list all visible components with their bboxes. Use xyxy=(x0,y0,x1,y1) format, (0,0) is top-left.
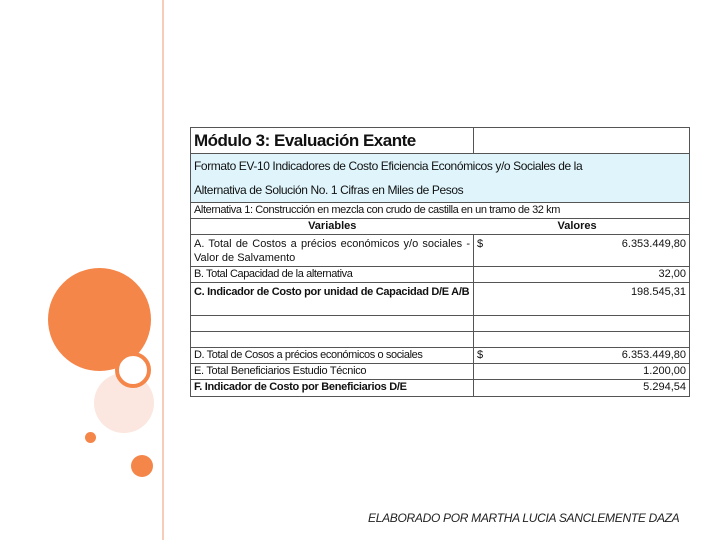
row-e-label: E. Total Beneficiarios Estudio Técnico xyxy=(191,364,474,380)
author-footer: ELABORADO POR MARTHA LUCIA SANCLEMENTE DAZA xyxy=(368,511,680,525)
row-c-value: 198.545,31 xyxy=(474,283,690,316)
values-header-label: Valores xyxy=(557,220,597,232)
row-a-value-cell xyxy=(474,235,690,267)
row-f-value: 5.294,54 xyxy=(474,380,690,397)
title-row xyxy=(191,128,690,154)
row-b xyxy=(191,267,690,283)
format-line-2: Alternativa de Solución No. 1 Cifras en Miles de Pesos xyxy=(194,183,464,197)
row-c-label: C. Indicador de Costo por unidad de Capacidad D/E A/B xyxy=(191,283,474,316)
row-e xyxy=(191,364,690,380)
empty-cell xyxy=(191,332,474,348)
format-line-1: Formato EV-10 Indicadores de Costo Eficiencia Económicos y/o Sociales de la xyxy=(194,159,583,173)
row-e-value: 1.200,00 xyxy=(474,364,690,380)
values-header xyxy=(474,219,690,235)
row-d-label: D. Total de Cosos a précios económicos o sociales xyxy=(191,348,474,364)
row-a-currency: $ xyxy=(477,238,484,250)
row-c xyxy=(191,283,690,316)
alternative-row xyxy=(191,203,690,219)
empty-row-2 xyxy=(191,332,690,348)
row-d-value: 6.353.449,80 xyxy=(621,349,686,361)
empty-row-1 xyxy=(191,316,690,332)
module-title: Módulo 3: Evaluación Exante xyxy=(191,128,474,154)
variables-header: Variables xyxy=(191,219,474,235)
row-b-label: B. Total Capacidad de la alternativa xyxy=(191,267,474,283)
row-f xyxy=(191,380,690,397)
empty-cell xyxy=(474,332,690,348)
evaluation-table xyxy=(190,127,690,397)
empty-cell xyxy=(474,316,690,332)
row-a xyxy=(191,235,690,267)
header-row xyxy=(191,219,690,235)
decorative-circle-small xyxy=(131,455,153,477)
row-a-value: 6.353.449,80 xyxy=(621,238,686,250)
alternative-description: Alternativa 1: Construcción en mezcla con crudo de castilla en un tramo de 32 km xyxy=(191,203,690,219)
row-f-label: F. Indicador de Costo por Beneficiarios D/E xyxy=(191,380,474,397)
format-row xyxy=(191,154,690,203)
row-d-value-cell xyxy=(474,348,690,364)
format-description xyxy=(191,154,690,203)
row-b-value: 32,00 xyxy=(474,267,690,283)
row-a-label: A. Total de Costos a précios económicos y/o sociales - Valor de Salvamento xyxy=(191,235,474,267)
row-d xyxy=(191,348,690,364)
decorative-vertical-line xyxy=(162,0,164,540)
decorative-circle-tiny xyxy=(85,432,96,443)
empty-cell xyxy=(191,316,474,332)
decorative-circle-ring xyxy=(115,352,151,388)
empty-cell xyxy=(474,128,690,154)
row-d-currency: $ xyxy=(477,349,484,361)
